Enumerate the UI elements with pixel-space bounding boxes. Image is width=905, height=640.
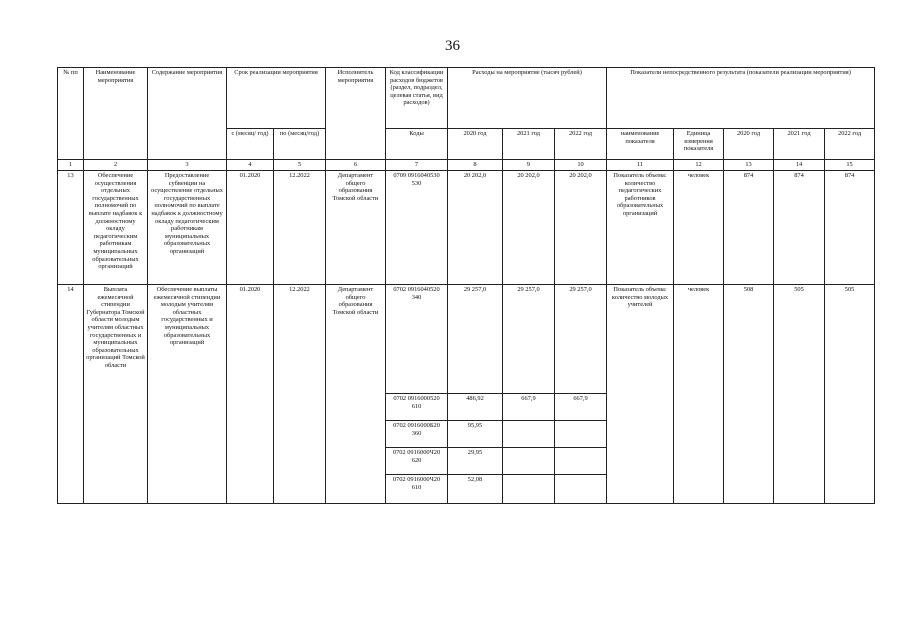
header-name: Наименование мероприятия (84, 68, 148, 160)
expense-2020: 20 202,0 (448, 171, 503, 285)
header-expenses: Расходы на мероприятие (тысяч рублей) (448, 68, 607, 129)
expense-2021 (503, 421, 555, 448)
activity-content: Обеспечение выплаты ежемесячной стипендии молодым учителям областных государственных и муниципальных образовательных организаций (148, 285, 227, 504)
budget-code: 0702 0916000520 610 (386, 394, 448, 421)
executor: Департамент общего образования Томской области (326, 171, 386, 285)
column-number: 7 (386, 160, 448, 171)
column-number: 14 (774, 160, 825, 171)
column-number: 4 (227, 160, 274, 171)
expense-2020: 486,92 (448, 394, 503, 421)
header-y2020: 2020 год (448, 129, 503, 160)
indicator-name: Показатель объема: количество педагогических работников образовательных организаций (607, 171, 674, 285)
column-number: 3 (148, 160, 227, 171)
period-from: 01.2020 (227, 285, 274, 504)
activity-name: Обеспечение осуществления отдельных государственных полномочий по выплате надбавок к должностному окладу педагогическим работникам муниципальных образовательных организаций (84, 171, 148, 285)
indicator-2022: 874 (825, 171, 875, 285)
column-number: 10 (555, 160, 607, 171)
expense-2020: 29 257,0 (448, 285, 503, 394)
indicator-name: Показатель объема: количество молодых учителей (607, 285, 674, 504)
header-unit: Единица измерения показателя (674, 129, 724, 160)
header-indicator-name: наименование показателя (607, 129, 674, 160)
expense-2021: 667,9 (503, 394, 555, 421)
header-row (58, 68, 875, 129)
header-no: № пп (58, 68, 84, 160)
indicator-2022: 505 (825, 285, 875, 504)
period-to: 12.2022 (274, 285, 326, 504)
header-i2022: 2022 год (825, 129, 875, 160)
expense-2021 (503, 448, 555, 475)
budget-code: 0709 0916040530 530 (386, 171, 448, 285)
budget-code: 0702 0916000Ч20 610 (386, 475, 448, 504)
header-codes: Коды (386, 129, 448, 160)
column-number: 13 (724, 160, 774, 171)
column-number: 5 (274, 160, 326, 171)
budget-code: 0702 0916040520 340 (386, 285, 448, 394)
expense-2022 (555, 475, 607, 504)
column-number: 11 (607, 160, 674, 171)
expense-2022: 29 257,0 (555, 285, 607, 394)
expense-2022 (555, 421, 607, 448)
header-executor: Исполнитель мероприятия (326, 68, 386, 160)
budget-code: 0702 0916000Б20 360 (386, 421, 448, 448)
header-i2020: 2020 год (724, 129, 774, 160)
column-number: 8 (448, 160, 503, 171)
header-period: Срок реализации мероприятия (227, 68, 326, 129)
page-number: 36 (445, 38, 460, 54)
indicator-unit: человек (674, 285, 724, 504)
expense-2022: 667,9 (555, 394, 607, 421)
header-content: Содержание мероприятия (148, 68, 227, 160)
program-table (57, 67, 875, 504)
header-budget-code: Код классификации расходов бюджетов (раздел, подраздел, целевая статья, вид расходов) (386, 68, 448, 129)
header-i2021: 2021 год (774, 129, 825, 160)
column-number-row (58, 160, 875, 171)
header-period-to: по (месяц/год) (274, 129, 326, 160)
column-number: 1 (58, 160, 84, 171)
activity-name: Выплата ежемесячной стипендии Губернатора Томской области молодым учителям областных государственных и муниципальных образовательных организаций Томской области (84, 285, 148, 504)
activity-content: Предоставление субвенции на осуществление отдельных государственных полномочий по выплате надбавок к должностному окладу педагогическим работникам муниципальных образовательных организаций (148, 171, 227, 285)
row-number: 13 (58, 171, 84, 285)
expense-2021: 20 202,0 (503, 171, 555, 285)
expense-2020: 29,95 (448, 448, 503, 475)
expense-2020: 95,95 (448, 421, 503, 448)
column-number: 15 (825, 160, 875, 171)
expense-2021: 29 257,0 (503, 285, 555, 394)
indicator-2021: 505 (774, 285, 825, 504)
column-number: 6 (326, 160, 386, 171)
expense-2022: 20 202,0 (555, 171, 607, 285)
expense-2021 (503, 475, 555, 504)
header-indicators: Показатели непосредственного результата (показатели реализации мероприятия) (607, 68, 875, 129)
column-number: 2 (84, 160, 148, 171)
indicator-2020: 508 (724, 285, 774, 504)
expense-2022 (555, 448, 607, 475)
indicator-unit: человек (674, 171, 724, 285)
table-row-14 (58, 285, 875, 394)
indicator-2021: 874 (774, 171, 825, 285)
header-period-from: с (месяц/ год) (227, 129, 274, 160)
column-number: 9 (503, 160, 555, 171)
header-y2022: 2022 год (555, 129, 607, 160)
table-row-13 (58, 171, 875, 285)
period-from: 01.2020 (227, 171, 274, 285)
executor: Департамент общего образования Томской области (326, 285, 386, 504)
header-y2021: 2021 год (503, 129, 555, 160)
expense-2020: 52,08 (448, 475, 503, 504)
indicator-2020: 874 (724, 171, 774, 285)
period-to: 12.2022 (274, 171, 326, 285)
budget-code: 0702 0916000Ч20 620 (386, 448, 448, 475)
row-number: 14 (58, 285, 84, 504)
column-number: 12 (674, 160, 724, 171)
